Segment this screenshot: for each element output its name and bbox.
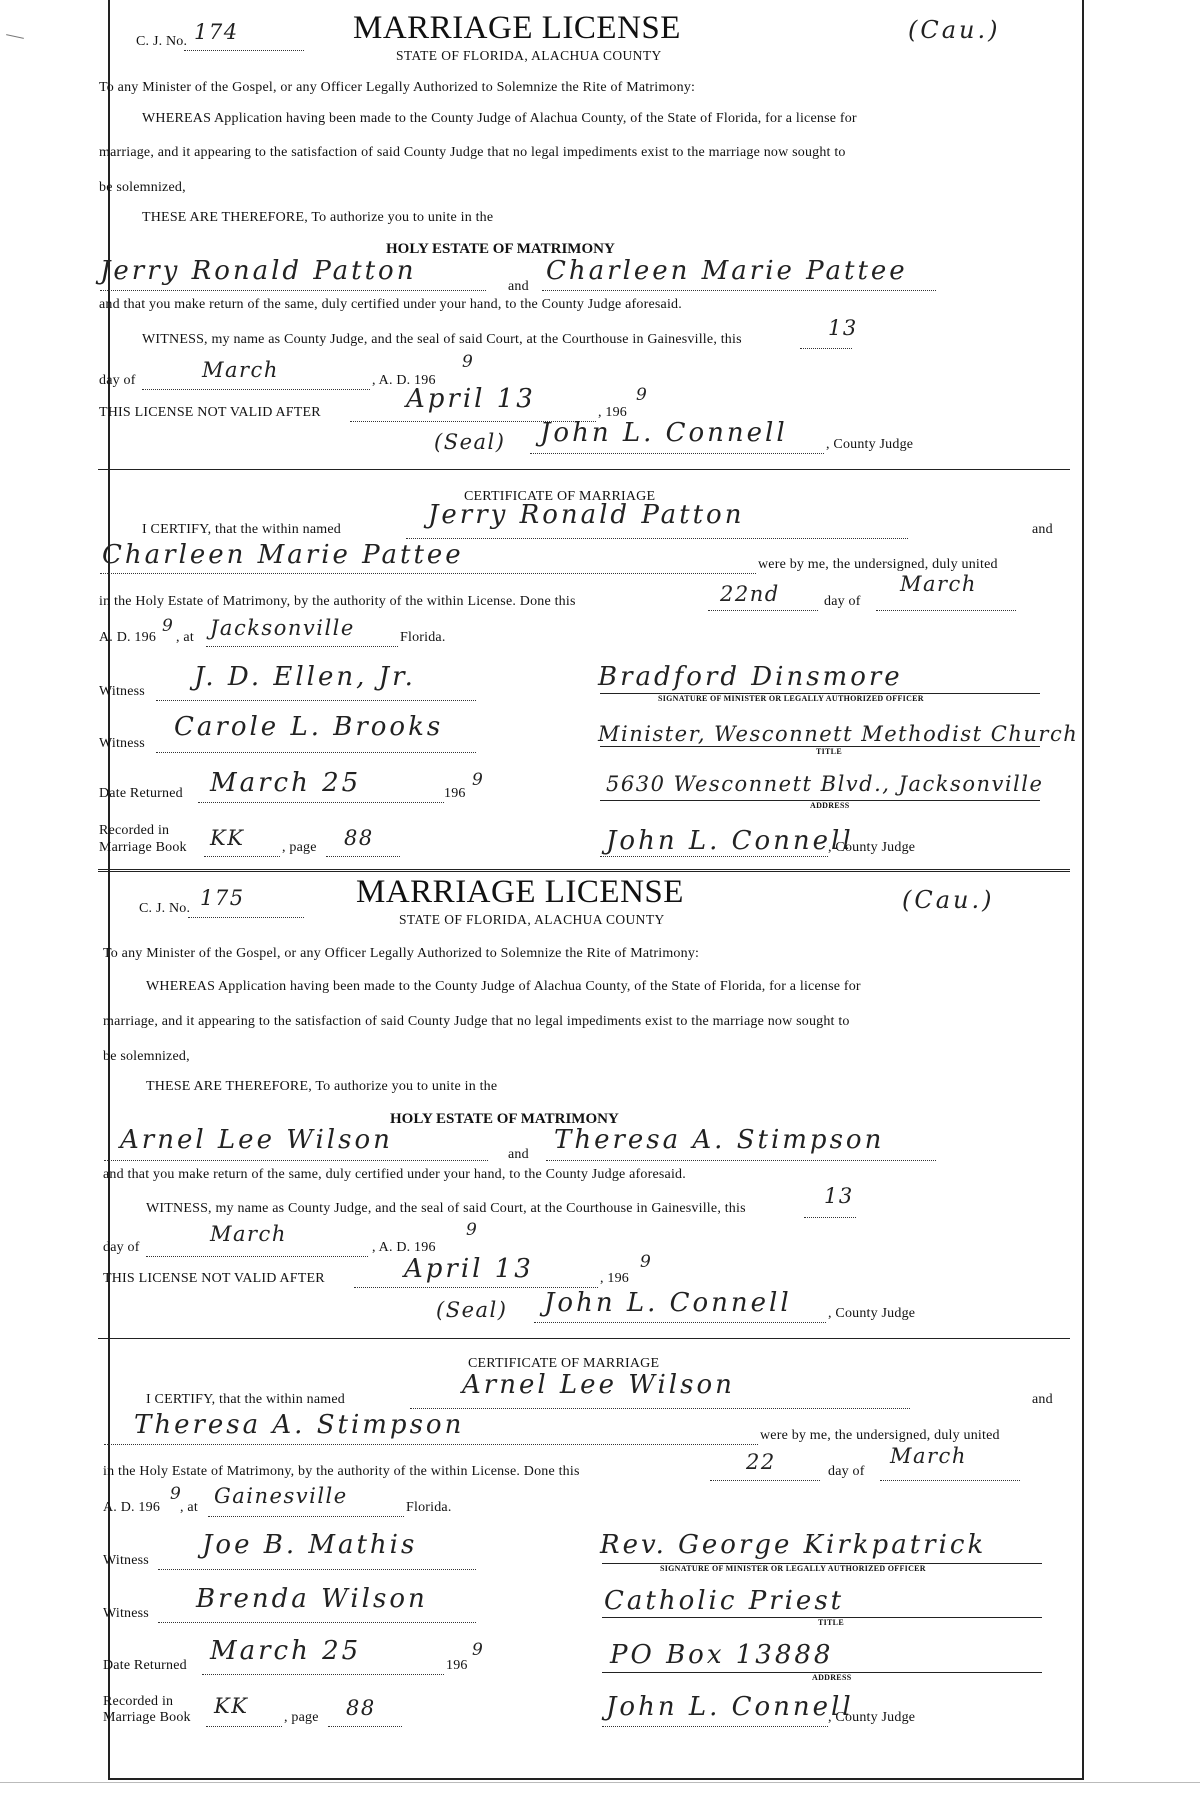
authorize-line: THESE ARE THEREFORE, To authorize you to unite in the — [146, 1079, 498, 1094]
date-returned-label: Date Returned — [99, 786, 183, 801]
judge-signature: John L. Connell — [540, 418, 788, 448]
witness-day: 13 — [828, 316, 858, 340]
person1-line — [406, 538, 908, 539]
date-returned-label: Date Returned — [103, 1658, 187, 1673]
bride-name: Theresa A. Stimpson — [554, 1125, 885, 1155]
whereas-line-1: WHEREAS Application having been made to the County Judge of Alachua County, of the State of Florida, for a license for — [142, 111, 857, 126]
recording-judge-line — [602, 1726, 828, 1727]
returned-year-prefix: 196 — [444, 786, 466, 801]
recorded-in-label: Recorded in — [103, 1694, 174, 1709]
license-year: 9 — [466, 1220, 479, 1240]
and-word: and — [508, 279, 529, 294]
witness-2-signature: Carole L. Brooks — [174, 712, 444, 742]
and-word: and — [1032, 522, 1053, 537]
page-edge-mark — [6, 34, 24, 39]
officer-title: Minister, Wesconnett Methodist Church — [598, 722, 1079, 746]
witness-1-signature: J. D. Ellen, Jr. — [194, 662, 416, 692]
cj-number: 174 — [194, 20, 239, 44]
officer-signature: Rev. George Kirkpatrick — [600, 1530, 987, 1560]
recording-judge-signature: John L. Connell — [606, 1692, 854, 1722]
date-returned: March 25 — [210, 1636, 362, 1666]
officer-address: 5630 Wesconnett Blvd., Jacksonville — [606, 772, 1044, 796]
expiry-year: 9 — [640, 1252, 653, 1272]
witness-day: 13 — [824, 1184, 854, 1208]
whereas-line-3: be solemnized, — [103, 1049, 190, 1064]
witness-2-signature: Brenda Wilson — [196, 1584, 428, 1614]
united-text: were by me, the undersigned, duly united — [758, 557, 998, 572]
done-year: 9 — [162, 616, 175, 636]
marriage-place: Gainesville — [214, 1484, 348, 1508]
book-number: KK — [210, 826, 245, 850]
corner-note: (Cau.) — [908, 16, 1001, 44]
address-caption: ADDRESS — [812, 1673, 852, 1682]
cj-number-line — [184, 50, 304, 51]
done-month-line — [876, 610, 1016, 611]
page-line — [326, 856, 400, 857]
month-line — [146, 1256, 368, 1257]
officer-caption: SIGNATURE OF MINISTER OR LEGALLY AUTHORIZED OFFICER — [658, 694, 924, 703]
whereas-line-3: be solemnized, — [99, 180, 186, 195]
certify-label: I CERTIFY, that the within named — [142, 522, 341, 537]
expiry-date: April 13 — [406, 384, 536, 414]
at-label: , at — [176, 630, 194, 645]
witness-line: WITNESS, my name as County Judge, and the seal of said Court, at the Courthouse in Gainesville, this — [146, 1201, 746, 1216]
person2-line — [104, 1444, 758, 1445]
license-subtitle: STATE OF FLORIDA, ALACHUA COUNTY — [399, 912, 665, 927]
witness-1-line — [156, 700, 476, 701]
returned-year: 9 — [472, 770, 485, 790]
not-valid-label: THIS LICENSE NOT VALID AFTER — [99, 405, 321, 420]
title-caption: TITLE — [816, 747, 842, 756]
return-line: and that you make return of the same, duly certified under your hand, to the County Judge aforesaid. — [99, 297, 682, 312]
cj-number-line — [188, 917, 304, 918]
done-day-line — [710, 1480, 820, 1481]
witness-2-line — [156, 752, 476, 753]
scan-bottom-edge — [0, 1782, 1200, 1783]
witness-2-label: Witness — [103, 1606, 149, 1621]
done-day: 22nd — [720, 582, 780, 606]
holy-estate-text: in the Holy Estate of Matrimony, by the authority of the within License. Done this — [103, 1464, 580, 1479]
title-caption: TITLE — [818, 1618, 844, 1627]
person2-line — [100, 573, 756, 574]
expiry-year-prefix: , 196 — [600, 1271, 629, 1286]
county-judge-label: , County Judge — [828, 1710, 916, 1725]
date-returned-line — [198, 802, 444, 803]
license-title: MARRIAGE LICENSE — [356, 874, 684, 910]
ad-label: , A. D. 196 — [372, 1240, 436, 1255]
whereas-line-2: marriage, and it appearing to the satisfaction of said County Judge that no legal impediments exist to the marriage now sought to — [103, 1014, 850, 1029]
license-year: 9 — [462, 352, 475, 372]
done-month-line — [880, 1480, 1020, 1481]
month-line — [142, 389, 370, 390]
not-valid-label: THIS LICENSE NOT VALID AFTER — [103, 1271, 325, 1286]
witness-2-label: Witness — [99, 736, 145, 751]
certify-label: I CERTIFY, that the within named — [146, 1392, 345, 1407]
officer-signature: Bradford Dinsmore — [598, 662, 903, 692]
license-subtitle: STATE OF FLORIDA, ALACHUA COUNTY — [396, 48, 662, 63]
expiry-year-prefix: , 196 — [598, 405, 627, 420]
seal-mark: (Seal) — [434, 430, 506, 454]
united-text: were by me, the undersigned, duly united — [760, 1428, 1000, 1443]
cj-label: C. J. No. — [136, 34, 188, 49]
certified-person-1: Jerry Ronald Patton — [428, 500, 745, 530]
day-of-label: day of — [99, 373, 136, 388]
witness-day-line — [800, 348, 852, 349]
county-judge-label: , County Judge — [828, 1306, 916, 1321]
judge-signature-line — [530, 453, 824, 454]
holy-estate-heading: HOLY ESTATE OF MATRIMONY — [386, 241, 615, 257]
page-number: 88 — [346, 1696, 376, 1720]
holy-estate-text: in the Holy Estate of Matrimony, by the authority of the within License. Done this — [99, 594, 576, 609]
place-line — [208, 1516, 404, 1517]
date-returned-line — [202, 1674, 444, 1675]
ad-label: A. D. 196 — [99, 630, 157, 645]
returned-year: 9 — [472, 1640, 485, 1660]
license-month: March — [210, 1222, 287, 1246]
address-caption: ADDRESS — [810, 801, 850, 810]
officer-title: Catholic Priest — [604, 1586, 845, 1616]
person1-line — [410, 1408, 910, 1409]
expiry-date: April 13 — [404, 1254, 534, 1284]
marriage-book-label: Marriage Book — [99, 840, 187, 855]
day-of-label: day of — [824, 594, 861, 609]
witness-day-line — [804, 1217, 856, 1218]
address-line: To any Minister of the Gospel, or any Officer Legally Authorized to Solemnize the Rite of Matrimony: — [99, 80, 696, 95]
bride-name: Charleen Marie Pattee — [546, 256, 908, 286]
date-returned: March 25 — [210, 768, 362, 798]
done-year: 9 — [170, 1484, 183, 1504]
done-day: 22 — [746, 1450, 776, 1474]
seal-mark: (Seal) — [436, 1298, 508, 1322]
officer-caption: SIGNATURE OF MINISTER OR LEGALLY AUTHORIZED OFFICER — [660, 1564, 926, 1573]
cj-label: C. J. No. — [139, 901, 191, 916]
cj-number: 175 — [200, 886, 245, 910]
ad-label: , A. D. 196 — [372, 373, 436, 388]
groom-line — [100, 290, 486, 291]
page-label: , page — [284, 1710, 319, 1725]
county-judge-label: , County Judge — [828, 840, 916, 855]
bride-line — [542, 290, 936, 291]
bride-line — [546, 1160, 936, 1161]
recorded-in-label: Recorded in — [99, 823, 170, 838]
holy-estate-heading: HOLY ESTATE OF MATRIMONY — [390, 1111, 619, 1127]
whereas-line-2: marriage, and it appearing to the satisfaction of said County Judge that no legal impediments exist to the marriage now sought to — [99, 145, 846, 160]
florida-label: Florida. — [400, 630, 446, 645]
license-month: March — [202, 358, 279, 382]
florida-label: Florida. — [406, 1500, 452, 1515]
ad-label: A. D. 196 — [103, 1500, 161, 1515]
groom-name: Jerry Ronald Patton — [100, 256, 417, 286]
marriage-book-label: Marriage Book — [103, 1710, 191, 1725]
divider-rule — [98, 1338, 1070, 1339]
record-separator — [98, 869, 1070, 872]
judge-signature-line — [534, 1322, 826, 1323]
certificate-title: CERTIFICATE OF MARRIAGE — [464, 489, 656, 504]
return-line: and that you make return of the same, duly certified under your hand, to the County Judge aforesaid. — [103, 1167, 686, 1182]
page-line — [328, 1726, 402, 1727]
judge-signature: John L. Connell — [544, 1288, 792, 1318]
witness-1-line — [158, 1569, 476, 1570]
certified-person-1: Arnel Lee Wilson — [462, 1370, 735, 1400]
document-sheet — [99, 0, 1084, 1780]
address-line: To any Minister of the Gospel, or any Officer Legally Authorized to Solemnize the Rite of Matrimony: — [103, 946, 700, 961]
recording-judge-signature: John L. Connell — [606, 826, 854, 856]
witness-1-signature: Joe B. Mathis — [202, 1530, 418, 1560]
book-number: KK — [214, 1694, 249, 1718]
certified-person-2: Theresa A. Stimpson — [134, 1410, 465, 1440]
done-month: March — [900, 572, 977, 596]
book-line — [204, 856, 280, 857]
at-label: , at — [180, 1500, 198, 1515]
day-of-label: day of — [103, 1240, 140, 1255]
done-month: March — [890, 1444, 967, 1468]
and-word: and — [1032, 1392, 1053, 1407]
page-number: 88 — [344, 826, 374, 850]
license-title: MARRIAGE LICENSE — [353, 10, 681, 46]
witness-1-label: Witness — [103, 1553, 149, 1568]
witness-1-label: Witness — [99, 684, 145, 699]
book-line — [206, 1726, 282, 1727]
day-of-label: day of — [828, 1464, 865, 1479]
certified-person-2: Charleen Marie Pattee — [102, 540, 464, 570]
place-line — [206, 646, 398, 647]
divider-rule — [98, 469, 1070, 470]
witness-line: WITNESS, my name as County Judge, and the seal of said Court, at the Courthouse in Gainesville, this — [142, 332, 742, 347]
corner-note: (Cau.) — [902, 886, 995, 914]
page-label: , page — [282, 840, 317, 855]
county-judge-label: , County Judge — [826, 437, 914, 452]
groom-line — [104, 1160, 488, 1161]
and-word: and — [508, 1147, 529, 1162]
officer-address: PO Box 13888 — [610, 1640, 834, 1670]
marriage-place: Jacksonville — [210, 616, 355, 640]
returned-year-prefix: 196 — [446, 1658, 468, 1673]
authorize-line: THESE ARE THEREFORE, To authorize you to unite in the — [142, 210, 494, 225]
groom-name: Arnel Lee Wilson — [120, 1125, 393, 1155]
recording-judge-line — [600, 856, 828, 857]
witness-2-line — [158, 1622, 476, 1623]
done-day-line — [708, 610, 818, 611]
certificate-title: CERTIFICATE OF MARRIAGE — [468, 1356, 660, 1371]
whereas-line-1: WHEREAS Application having been made to the County Judge of Alachua County, of the State of Florida, for a license for — [146, 979, 861, 994]
expiry-year: 9 — [636, 385, 649, 405]
